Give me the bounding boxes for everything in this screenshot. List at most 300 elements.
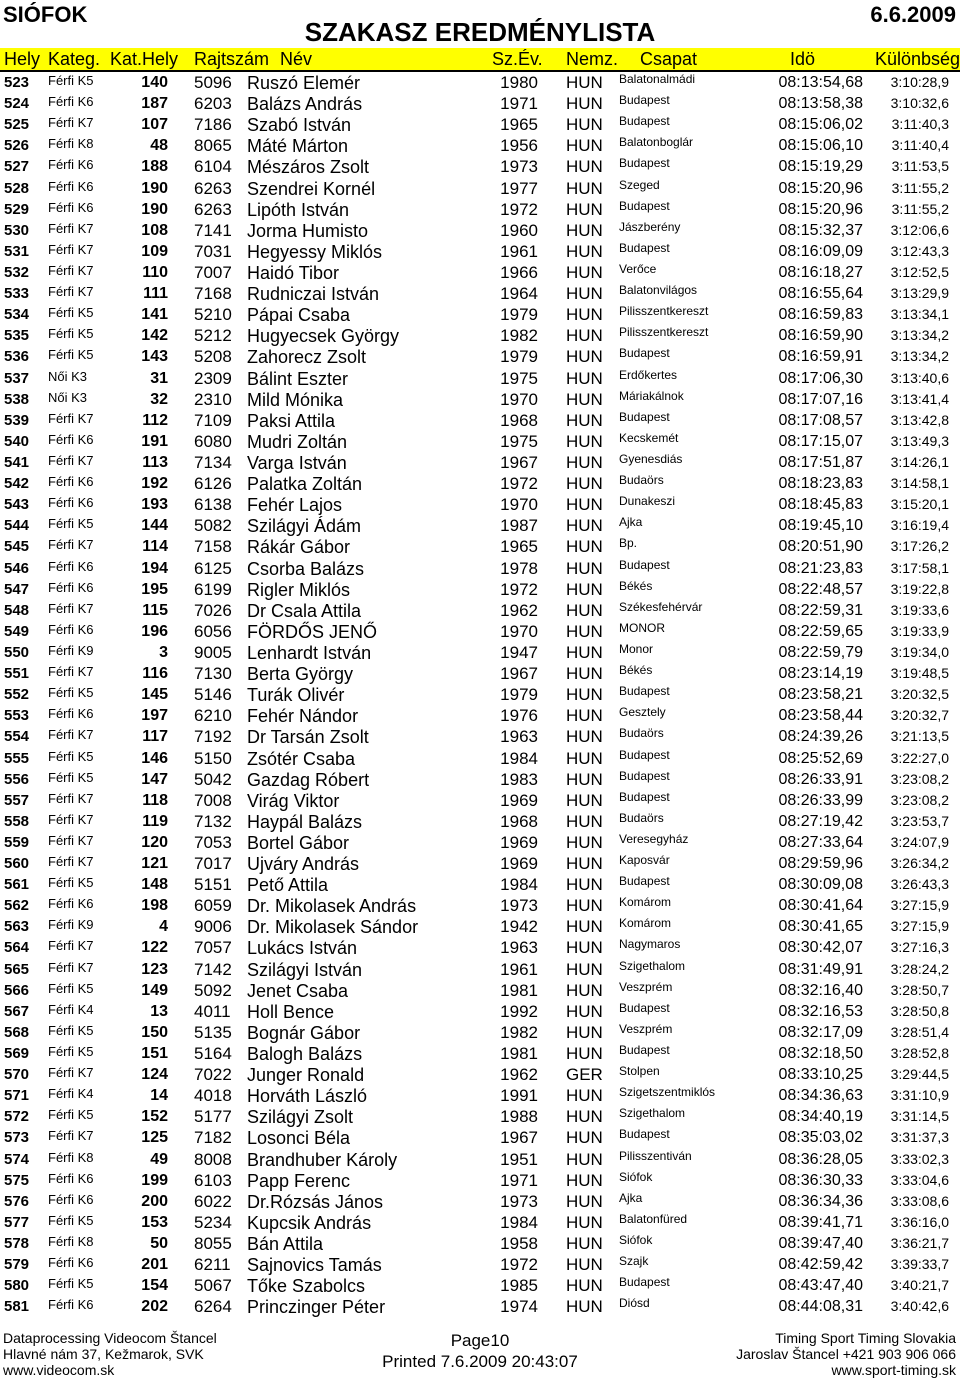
cell-difference: 3:28:50,7 xyxy=(890,981,949,998)
cell-nationality: HUN xyxy=(566,727,603,747)
cell-category: Férfi K7 xyxy=(48,284,94,300)
cell-birth-year: 1978 xyxy=(500,558,538,578)
cell-time: 08:42:59,42 xyxy=(778,1256,863,1274)
cell-birth-year: 1970 xyxy=(500,389,538,409)
table-row xyxy=(0,663,960,684)
cell-difference: 3:27:15,9 xyxy=(890,897,949,914)
cell-nationality: HUN xyxy=(566,431,603,451)
cell-team: Veszprém xyxy=(619,1021,673,1036)
cell-name: Zsótér Csaba xyxy=(247,748,356,769)
cell-category: Férfi K7 xyxy=(48,1128,94,1144)
cell-birth-year: 1974 xyxy=(500,1297,538,1317)
cell-nationality: HUN xyxy=(566,1044,603,1064)
cell-category: Férfi K7 xyxy=(48,241,94,257)
cell-time: 08:43:47,40 xyxy=(778,1277,863,1295)
printed-timestamp: Printed 7.6.2009 20:43:07 xyxy=(382,1352,578,1371)
cell-category-place: 196 xyxy=(141,622,168,640)
cell-nationality: HUN xyxy=(566,1086,603,1106)
cell-category-place: 141 xyxy=(141,306,168,324)
cell-category-place: 4 xyxy=(159,918,168,936)
cell-difference: 3:39:33,7 xyxy=(890,1256,949,1273)
cell-place: 579 xyxy=(4,1256,30,1274)
cell-birth-year: 1942 xyxy=(500,917,538,937)
cell-difference: 3:23:53,7 xyxy=(890,812,949,829)
cell-name: Mészáros Zsolt xyxy=(247,157,370,178)
cell-bib: 6199 xyxy=(194,579,232,599)
footer-website-link[interactable]: www.videocom.sk xyxy=(3,1362,115,1378)
cell-category-place: 147 xyxy=(141,770,168,788)
cell-category-place: 109 xyxy=(141,242,168,260)
table-row xyxy=(0,895,960,916)
table-row xyxy=(0,1149,960,1170)
cell-place: 529 xyxy=(4,200,30,218)
cell-team: Budapest xyxy=(619,1000,670,1015)
cell-name: Szilágyi Ádám xyxy=(247,516,362,537)
cell-team: Budapest xyxy=(619,1127,670,1142)
cell-birth-year: 1967 xyxy=(500,452,538,472)
cell-category: Férfi K6 xyxy=(48,199,94,215)
cell-birth-year: 1963 xyxy=(500,727,538,747)
cell-time: 08:32:16,53 xyxy=(778,1002,863,1020)
table-row xyxy=(0,135,960,156)
cell-team: Budapest xyxy=(619,789,670,804)
cell-place: 578 xyxy=(4,1235,30,1253)
cell-name: Berta György xyxy=(247,664,354,685)
cell-category-place: 32 xyxy=(150,390,168,408)
table-row xyxy=(0,916,960,937)
cell-nationality: HUN xyxy=(566,495,603,515)
cell-nationality: HUN xyxy=(566,368,603,388)
table-row xyxy=(0,1106,960,1127)
cell-time: 08:22:48,57 xyxy=(778,580,863,598)
cell-category-place: 151 xyxy=(141,1045,168,1063)
cell-time: 08:23:58,21 xyxy=(778,686,863,704)
cell-difference: 3:23:08,2 xyxy=(890,791,949,808)
cell-category-place: 153 xyxy=(141,1213,168,1231)
event-city: SIÓFOK xyxy=(3,2,88,27)
cell-name: Horváth László xyxy=(247,1086,368,1107)
footer-timing-company: Timing Sport Timing Slovakia xyxy=(775,1330,956,1346)
cell-difference: 3:10:28,9 xyxy=(890,74,949,90)
cell-difference: 3:13:29,9 xyxy=(890,285,949,302)
table-row xyxy=(0,642,960,663)
cell-bib: 2309 xyxy=(194,368,232,388)
cell-time: 08:33:10,25 xyxy=(778,1066,863,1084)
cell-category-place: 190 xyxy=(141,200,168,218)
cell-birth-year: 1951 xyxy=(500,1149,538,1169)
cell-difference: 3:13:40,6 xyxy=(890,369,949,386)
table-row xyxy=(0,241,960,262)
cell-team: Siófok xyxy=(619,1169,653,1184)
cell-category: Férfi K4 xyxy=(48,1001,94,1017)
cell-name: Lenhardt István xyxy=(247,642,372,663)
table-row xyxy=(0,220,960,241)
cell-category-place: 198 xyxy=(141,897,168,915)
cell-team: Máriakálnok xyxy=(619,388,684,403)
table-row xyxy=(0,853,960,874)
cell-difference: 3:27:16,3 xyxy=(890,939,949,956)
cell-category-place: 112 xyxy=(142,411,168,429)
cell-nationality: HUN xyxy=(566,1276,603,1296)
cell-bib: 7182 xyxy=(194,1128,232,1148)
cell-nationality: HUN xyxy=(566,685,603,705)
cell-category: Férfi K6 xyxy=(48,431,94,447)
cell-birth-year: 1972 xyxy=(500,474,538,494)
cell-nationality: HUN xyxy=(566,136,603,156)
cell-place: 569 xyxy=(4,1045,30,1063)
cell-team: Budapest xyxy=(619,93,670,108)
cell-birth-year: 1970 xyxy=(500,495,538,515)
cell-difference: 3:36:21,7 xyxy=(890,1235,949,1252)
cell-place: 573 xyxy=(4,1129,30,1147)
cell-difference: 3:11:40,3 xyxy=(891,116,949,133)
cell-time: 08:34:40,19 xyxy=(778,1108,863,1126)
cell-category: Férfi K5 xyxy=(48,980,94,996)
cell-time: 08:22:59,31 xyxy=(778,601,863,619)
cell-place: 545 xyxy=(4,538,30,556)
cell-difference: 3:13:34,2 xyxy=(890,327,949,344)
cell-difference: 3:28:51,4 xyxy=(890,1023,949,1040)
cell-place: 544 xyxy=(4,517,30,535)
cell-place: 523 xyxy=(4,74,30,91)
table-row xyxy=(0,937,960,958)
table-row xyxy=(0,473,960,494)
cell-team: Kecskemét xyxy=(619,430,679,445)
cell-birth-year: 1968 xyxy=(500,410,538,430)
cell-time: 08:15:32,37 xyxy=(778,221,863,239)
cell-place: 532 xyxy=(4,263,30,281)
cell-place: 548 xyxy=(4,601,30,619)
table-row xyxy=(0,156,960,177)
cell-bib: 5092 xyxy=(194,980,232,1000)
table-row xyxy=(0,368,960,389)
cell-place: 574 xyxy=(4,1150,30,1168)
cell-team: Balatonboglár xyxy=(619,135,694,150)
cell-team: Bp. xyxy=(619,536,638,551)
cell-team: Balatonfüred xyxy=(619,1211,688,1226)
cell-difference: 3:14:26,1 xyxy=(890,453,949,470)
cell-birth-year: 1969 xyxy=(500,790,538,810)
cell-category-place: 193 xyxy=(141,496,168,514)
cell-birth-year: 1958 xyxy=(500,1234,538,1254)
cell-nationality: HUN xyxy=(566,305,603,325)
cell-place: 575 xyxy=(4,1171,30,1189)
cell-time: 08:26:33,91 xyxy=(778,770,863,788)
cell-category: Férfi K5 xyxy=(48,1107,94,1123)
footer-address: Hlavné nám 37, Kežmarok, SVK xyxy=(3,1346,204,1362)
cell-name: Balogh Balázs xyxy=(247,1044,363,1065)
table-row xyxy=(0,748,960,769)
cell-category: Férfi K7 xyxy=(48,410,94,426)
table-row xyxy=(0,1170,960,1191)
cell-bib: 5150 xyxy=(194,748,232,768)
cell-category-place: 116 xyxy=(142,665,168,683)
cell-birth-year: 1984 xyxy=(500,748,538,768)
cell-bib: 5042 xyxy=(194,769,232,789)
cell-category: Férfi K5 xyxy=(48,748,94,764)
cell-category: Férfi K7 xyxy=(48,115,94,131)
cell-difference: 3:28:50,8 xyxy=(890,1002,949,1019)
cell-nationality: HUN xyxy=(566,875,603,895)
cell-place: 530 xyxy=(4,221,30,239)
cell-team: Szigethalom xyxy=(619,1106,686,1121)
cell-category: Férfi K5 xyxy=(48,347,94,363)
cell-team: Budapest xyxy=(619,114,670,129)
cell-bib: 7031 xyxy=(194,241,232,261)
cell-name: Varga István xyxy=(247,452,347,473)
cell-place: 577 xyxy=(4,1213,30,1231)
cell-place: 542 xyxy=(4,475,30,493)
cell-birth-year: 1981 xyxy=(500,980,538,1000)
cell-time: 08:15:20,96 xyxy=(778,200,863,218)
cell-name: Zahorecz Zsolt xyxy=(247,347,367,368)
cell-team: Nagymaros xyxy=(619,937,681,952)
cell-place: 560 xyxy=(4,855,30,873)
cell-difference: 3:26:34,2 xyxy=(890,855,949,872)
cell-bib: 6210 xyxy=(194,706,232,726)
cell-place: 571 xyxy=(4,1087,30,1105)
cell-birth-year: 1972 xyxy=(500,579,538,599)
cell-team: Pilisszentkereszt xyxy=(619,325,709,340)
cell-bib: 6263 xyxy=(194,199,232,219)
cell-birth-year: 1969 xyxy=(500,854,538,874)
table-row xyxy=(0,1043,960,1064)
cell-category: Férfi K8 xyxy=(48,1234,94,1250)
cell-category-place: 149 xyxy=(141,981,168,999)
cell-category: Férfi K7 xyxy=(48,600,94,616)
cell-team: Békés xyxy=(619,663,653,678)
table-row xyxy=(0,726,960,747)
table-row xyxy=(0,515,960,536)
cell-nationality: HUN xyxy=(566,410,603,430)
cell-category-place: 194 xyxy=(141,559,168,577)
cell-time: 08:32:16,40 xyxy=(778,981,863,999)
cell-name: Dr.Rózsás János xyxy=(247,1191,384,1212)
cell-difference: 3:24:07,9 xyxy=(890,833,949,850)
cell-difference: 3:33:08,6 xyxy=(890,1192,949,1209)
cell-team: Budapest xyxy=(619,874,670,889)
cell-category: Férfi K6 xyxy=(48,94,94,110)
cell-place: 562 xyxy=(4,897,30,915)
cell-birth-year: 1972 xyxy=(500,199,538,219)
cell-time: 08:30:41,64 xyxy=(778,897,863,915)
table-row xyxy=(0,769,960,790)
table-row xyxy=(0,579,960,600)
cell-time: 08:24:39,26 xyxy=(778,728,863,746)
cell-team: Budapest xyxy=(619,557,670,572)
cell-category-place: 123 xyxy=(141,960,168,978)
cell-bib: 7132 xyxy=(194,811,232,831)
cell-category: Férfi K6 xyxy=(48,1170,94,1186)
cell-difference: 3:20:32,7 xyxy=(890,707,949,724)
col-header-category-place: Kat.Hely xyxy=(110,49,179,69)
cell-time: 08:17:08,57 xyxy=(778,411,863,429)
cell-difference: 3:16:19,4 xyxy=(890,517,949,534)
cell-nationality: HUN xyxy=(566,642,603,662)
cell-time: 08:30:09,08 xyxy=(778,876,863,894)
table-row xyxy=(0,325,960,346)
cell-category-place: 146 xyxy=(141,749,168,767)
cell-time: 08:16:59,91 xyxy=(778,348,863,366)
cell-difference: 3:15:20,1 xyxy=(890,496,949,513)
cell-category: Férfi K7 xyxy=(48,811,94,827)
cell-difference: 3:31:37,3 xyxy=(890,1129,949,1146)
cell-difference: 3:13:34,1 xyxy=(890,306,949,323)
cell-name: Ruszó Elemér xyxy=(247,73,361,93)
cell-team: Jászberény xyxy=(619,219,681,234)
cell-name: Bognár Gábor xyxy=(247,1022,361,1043)
cell-bib: 9006 xyxy=(194,917,232,937)
table-row xyxy=(0,558,960,579)
cell-place: 566 xyxy=(4,981,30,999)
cell-bib: 7168 xyxy=(194,284,232,304)
cell-name: Máté Márton xyxy=(247,136,349,157)
cell-nationality: HUN xyxy=(566,178,603,198)
footer-timing-website-link[interactable]: www.sport-timing.sk xyxy=(831,1362,956,1378)
cell-birth-year: 1987 xyxy=(500,516,538,536)
cell-difference: 3:10:32,6 xyxy=(890,95,949,112)
cell-bib: 6080 xyxy=(194,431,232,451)
cell-birth-year: 1975 xyxy=(500,368,538,388)
cell-nationality: HUN xyxy=(566,220,603,240)
cell-time: 08:22:59,79 xyxy=(778,643,863,661)
cell-time: 08:15:06,10 xyxy=(778,137,863,155)
cell-time: 08:34:36,63 xyxy=(778,1087,863,1105)
table-header xyxy=(0,48,960,72)
cell-bib: 5146 xyxy=(194,685,232,705)
cell-nationality: HUN xyxy=(566,199,603,219)
cell-place: 538 xyxy=(4,390,30,408)
cell-nationality: HUN xyxy=(566,1212,603,1232)
cell-name: Brandhuber Károly xyxy=(247,1149,398,1170)
cell-team: Budapest xyxy=(619,240,670,255)
cell-difference: 3:13:49,3 xyxy=(890,432,949,449)
cell-category: Férfi K6 xyxy=(48,558,94,574)
cell-bib: 6022 xyxy=(194,1191,232,1211)
cell-place: 547 xyxy=(4,580,30,598)
cell-category-place: 140 xyxy=(141,74,168,91)
cell-time: 08:15:06,02 xyxy=(778,116,863,134)
cell-category: Férfi K7 xyxy=(48,854,94,870)
cell-category: Férfi K5 xyxy=(48,875,94,891)
cell-category-place: 113 xyxy=(142,453,168,471)
cell-category-place: 107 xyxy=(141,116,168,134)
cell-category: Férfi K7 xyxy=(48,727,94,743)
cell-nationality: HUN xyxy=(566,1022,603,1042)
cell-category: Férfi K5 xyxy=(48,1022,94,1038)
cell-bib: 7008 xyxy=(194,790,232,810)
cell-place: 552 xyxy=(4,686,30,704)
cell-place: 525 xyxy=(4,116,30,134)
cell-difference: 3:19:33,6 xyxy=(890,601,949,618)
cell-category-place: 200 xyxy=(141,1192,168,1210)
cell-nationality: HUN xyxy=(566,706,603,726)
cell-birth-year: 1982 xyxy=(500,1022,538,1042)
cell-category-place: 120 xyxy=(141,833,168,851)
cell-name: Turák Olivér xyxy=(247,685,345,706)
cell-nationality: HUN xyxy=(566,558,603,578)
cell-category: Férfi K5 xyxy=(48,1276,94,1292)
cell-bib: 6211 xyxy=(194,1255,231,1275)
cell-category-place: 191 xyxy=(141,432,168,450)
table-row xyxy=(0,621,960,642)
cell-team: Budaörs xyxy=(619,726,664,741)
cell-nationality: HUN xyxy=(566,284,603,304)
cell-nationality: HUN xyxy=(566,73,603,92)
cell-nationality: HUN xyxy=(566,980,603,1000)
cell-difference: 3:40:42,6 xyxy=(890,1298,949,1315)
cell-team: Szigetszentmiklós xyxy=(619,1085,716,1100)
cell-nationality: HUN xyxy=(566,1149,603,1169)
cell-difference: 3:21:13,5 xyxy=(890,728,949,745)
cell-place: 568 xyxy=(4,1023,30,1041)
cell-team: MONOR xyxy=(619,620,665,635)
cell-team: Budapest xyxy=(619,1043,670,1058)
col-header-name: Név xyxy=(280,49,313,69)
cell-name: Rigler Miklós xyxy=(247,579,351,600)
cell-name: Tőke Szabolcs xyxy=(247,1276,366,1297)
cell-category-place: 31 xyxy=(150,369,168,387)
cell-birth-year: 1967 xyxy=(500,1128,538,1148)
table-row xyxy=(0,600,960,621)
cell-difference: 3:36:16,0 xyxy=(890,1213,949,1230)
col-header-place: Hely xyxy=(4,49,41,69)
cell-nationality: HUN xyxy=(566,832,603,852)
cell-category: Női K3 xyxy=(48,389,88,405)
cell-name: Dr. Mikolasek Sándor xyxy=(247,917,419,938)
table-row xyxy=(0,262,960,283)
cell-bib: 8055 xyxy=(194,1234,232,1254)
cell-place: 567 xyxy=(4,1002,30,1020)
cell-bib: 5164 xyxy=(194,1044,232,1064)
cell-birth-year: 1961 xyxy=(500,241,538,261)
cell-difference: 3:23:08,2 xyxy=(890,770,949,787)
cell-name: Dr Csala Attila xyxy=(247,600,362,621)
cell-name: Sajnovics Tamás xyxy=(247,1255,382,1276)
cell-category-place: 110 xyxy=(142,263,168,281)
event-date: 6.6.2009 xyxy=(870,2,956,27)
cell-birth-year: 1973 xyxy=(500,896,538,916)
cell-team: Budapest xyxy=(619,747,670,762)
page-title: SZAKASZ EREDMÉNYLISTA xyxy=(304,17,656,47)
cell-birth-year: 1988 xyxy=(500,1107,538,1127)
cell-time: 08:36:28,05 xyxy=(778,1150,863,1168)
cell-birth-year: 1973 xyxy=(500,1191,538,1211)
cell-birth-year: 1980 xyxy=(500,73,538,92)
cell-bib: 9005 xyxy=(194,642,232,662)
cell-bib: 6104 xyxy=(194,157,232,177)
cell-bib: 7007 xyxy=(194,262,232,282)
cell-birth-year: 1979 xyxy=(500,685,538,705)
cell-birth-year: 1972 xyxy=(500,1255,538,1275)
cell-nationality: HUN xyxy=(566,157,603,177)
cell-team: Békés xyxy=(619,578,653,593)
cell-place: 572 xyxy=(4,1108,30,1126)
cell-difference: 3:33:04,6 xyxy=(890,1171,949,1188)
cell-birth-year: 1982 xyxy=(500,326,538,346)
cell-category: Férfi K7 xyxy=(48,220,94,236)
cell-name: Rudniczai István xyxy=(247,284,380,305)
cell-time: 08:15:20,96 xyxy=(778,179,863,197)
table-row xyxy=(0,1254,960,1275)
cell-difference: 3:19:48,5 xyxy=(890,665,949,682)
cell-team: Veresegyház xyxy=(619,831,689,846)
cell-category-place: 197 xyxy=(141,707,168,725)
cell-category: Férfi K6 xyxy=(48,1297,94,1313)
cell-nationality: HUN xyxy=(566,769,603,789)
cell-name: Bálint Eszter xyxy=(247,368,349,389)
cell-category: Férfi K7 xyxy=(48,262,94,278)
